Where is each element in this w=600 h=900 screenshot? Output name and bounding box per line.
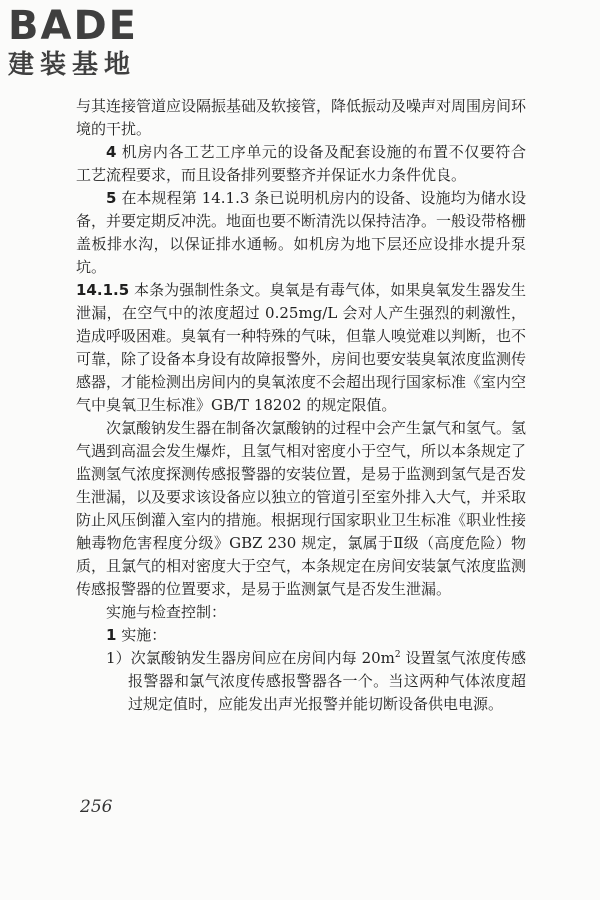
- sub-item-1: [106, 647, 526, 716]
- item-text: 机房内各工艺工序单元的设备及配套设施的布置不仅要符合工艺流程要求，而且设备排列要整齐并保证水力条件优良。: [76, 143, 526, 184]
- superscript: 2: [394, 650, 401, 660]
- item-number: 4: [106, 143, 117, 161]
- item-number: 5: [106, 189, 117, 207]
- paragraph-item-1: [76, 624, 526, 647]
- sub-item-text-b: 设置氢气浓度传感报警器和氯气浓度传感报警器各一个。当这两种气体浓度超过规定值时，应能发出声光报警并能切断设备供电电源。: [128, 649, 526, 713]
- item-text: 实施：: [121, 626, 167, 644]
- item-text: 在本规程第 14.1.3 条已说明机房内的设备、设施均为储水设备，并要定期反冲洗。地面也要不断清洗以保持洁净。一般设带格栅盖板排水沟，以保证排水通畅。如机房为地下层还应设排水提升泵坑。: [76, 189, 527, 276]
- document-body: [76, 95, 526, 716]
- paragraph-hypochlorite: 次氯酸钠发生器在制备次氯酸钠的过程中会产生氯气和氢气。氢气遇到高温会发生爆炸，且氢气相对密度小于空气，所以本条规定了监测氢气浓度探测传感报警器的安装位置，是易于监测到氢气是否发生泄漏，以及要求该设备应以独立的管道引至室外排入大气，并采取防止风压倒灌入室内的措施。根据现行国家职业卫生标准《职业性接触毒物危害程度分级》GBZ 230 规定，氯属于Ⅱ级（高度危险）物质，且氯气的相对密度大于空气，本条规定在房间安装氯气浓度监测传感报警器的位置要求，是易于监测氯气是否发生泄漏。: [76, 419, 527, 598]
- sub-item-container: [76, 647, 526, 716]
- clause-number: 14.1.5: [76, 281, 130, 299]
- paragraph-item-4: [76, 141, 526, 187]
- sub-item-marker: 1）: [106, 649, 131, 667]
- sub-item-text-a: 次氯酸钠发生器房间应在房间内每 20m: [130, 649, 395, 667]
- item-number: 1: [106, 626, 117, 644]
- paragraph-implementation-heading: 实施与检查控制：: [106, 603, 227, 621]
- clause-text: 本条为强制性条文。臭氧是有毒气体，如果臭氧发生器发生泄漏，在空气中的浓度超过 0.25mg/L 会对人产生强烈的刺激性，造成呼吸困难。臭氧有一种特殊的气味，但靠人嗅觉难以判断，也不可靠，除了设备本身设有故障报警外，房间也要安装臭氧浓度监测传感器，才能检测出房间内的臭氧浓度不会超出现行国家标准《室内空气中臭氧卫生标准》GB/T 18202 的规定限值。: [76, 281, 527, 414]
- bade-logo: [8, 4, 138, 80]
- paragraph-continuation: 与其连接管道应设隔振基础及软接管，降低振动及噪声对周围房间环境的干扰。: [76, 97, 527, 138]
- logo-subtitle: 建装基地: [8, 50, 137, 80]
- logo-brand-text: BADE: [8, 3, 138, 49]
- page-number: 256: [80, 797, 113, 817]
- paragraph-item-5: [76, 187, 526, 279]
- clause-14-1-5: [76, 279, 526, 417]
